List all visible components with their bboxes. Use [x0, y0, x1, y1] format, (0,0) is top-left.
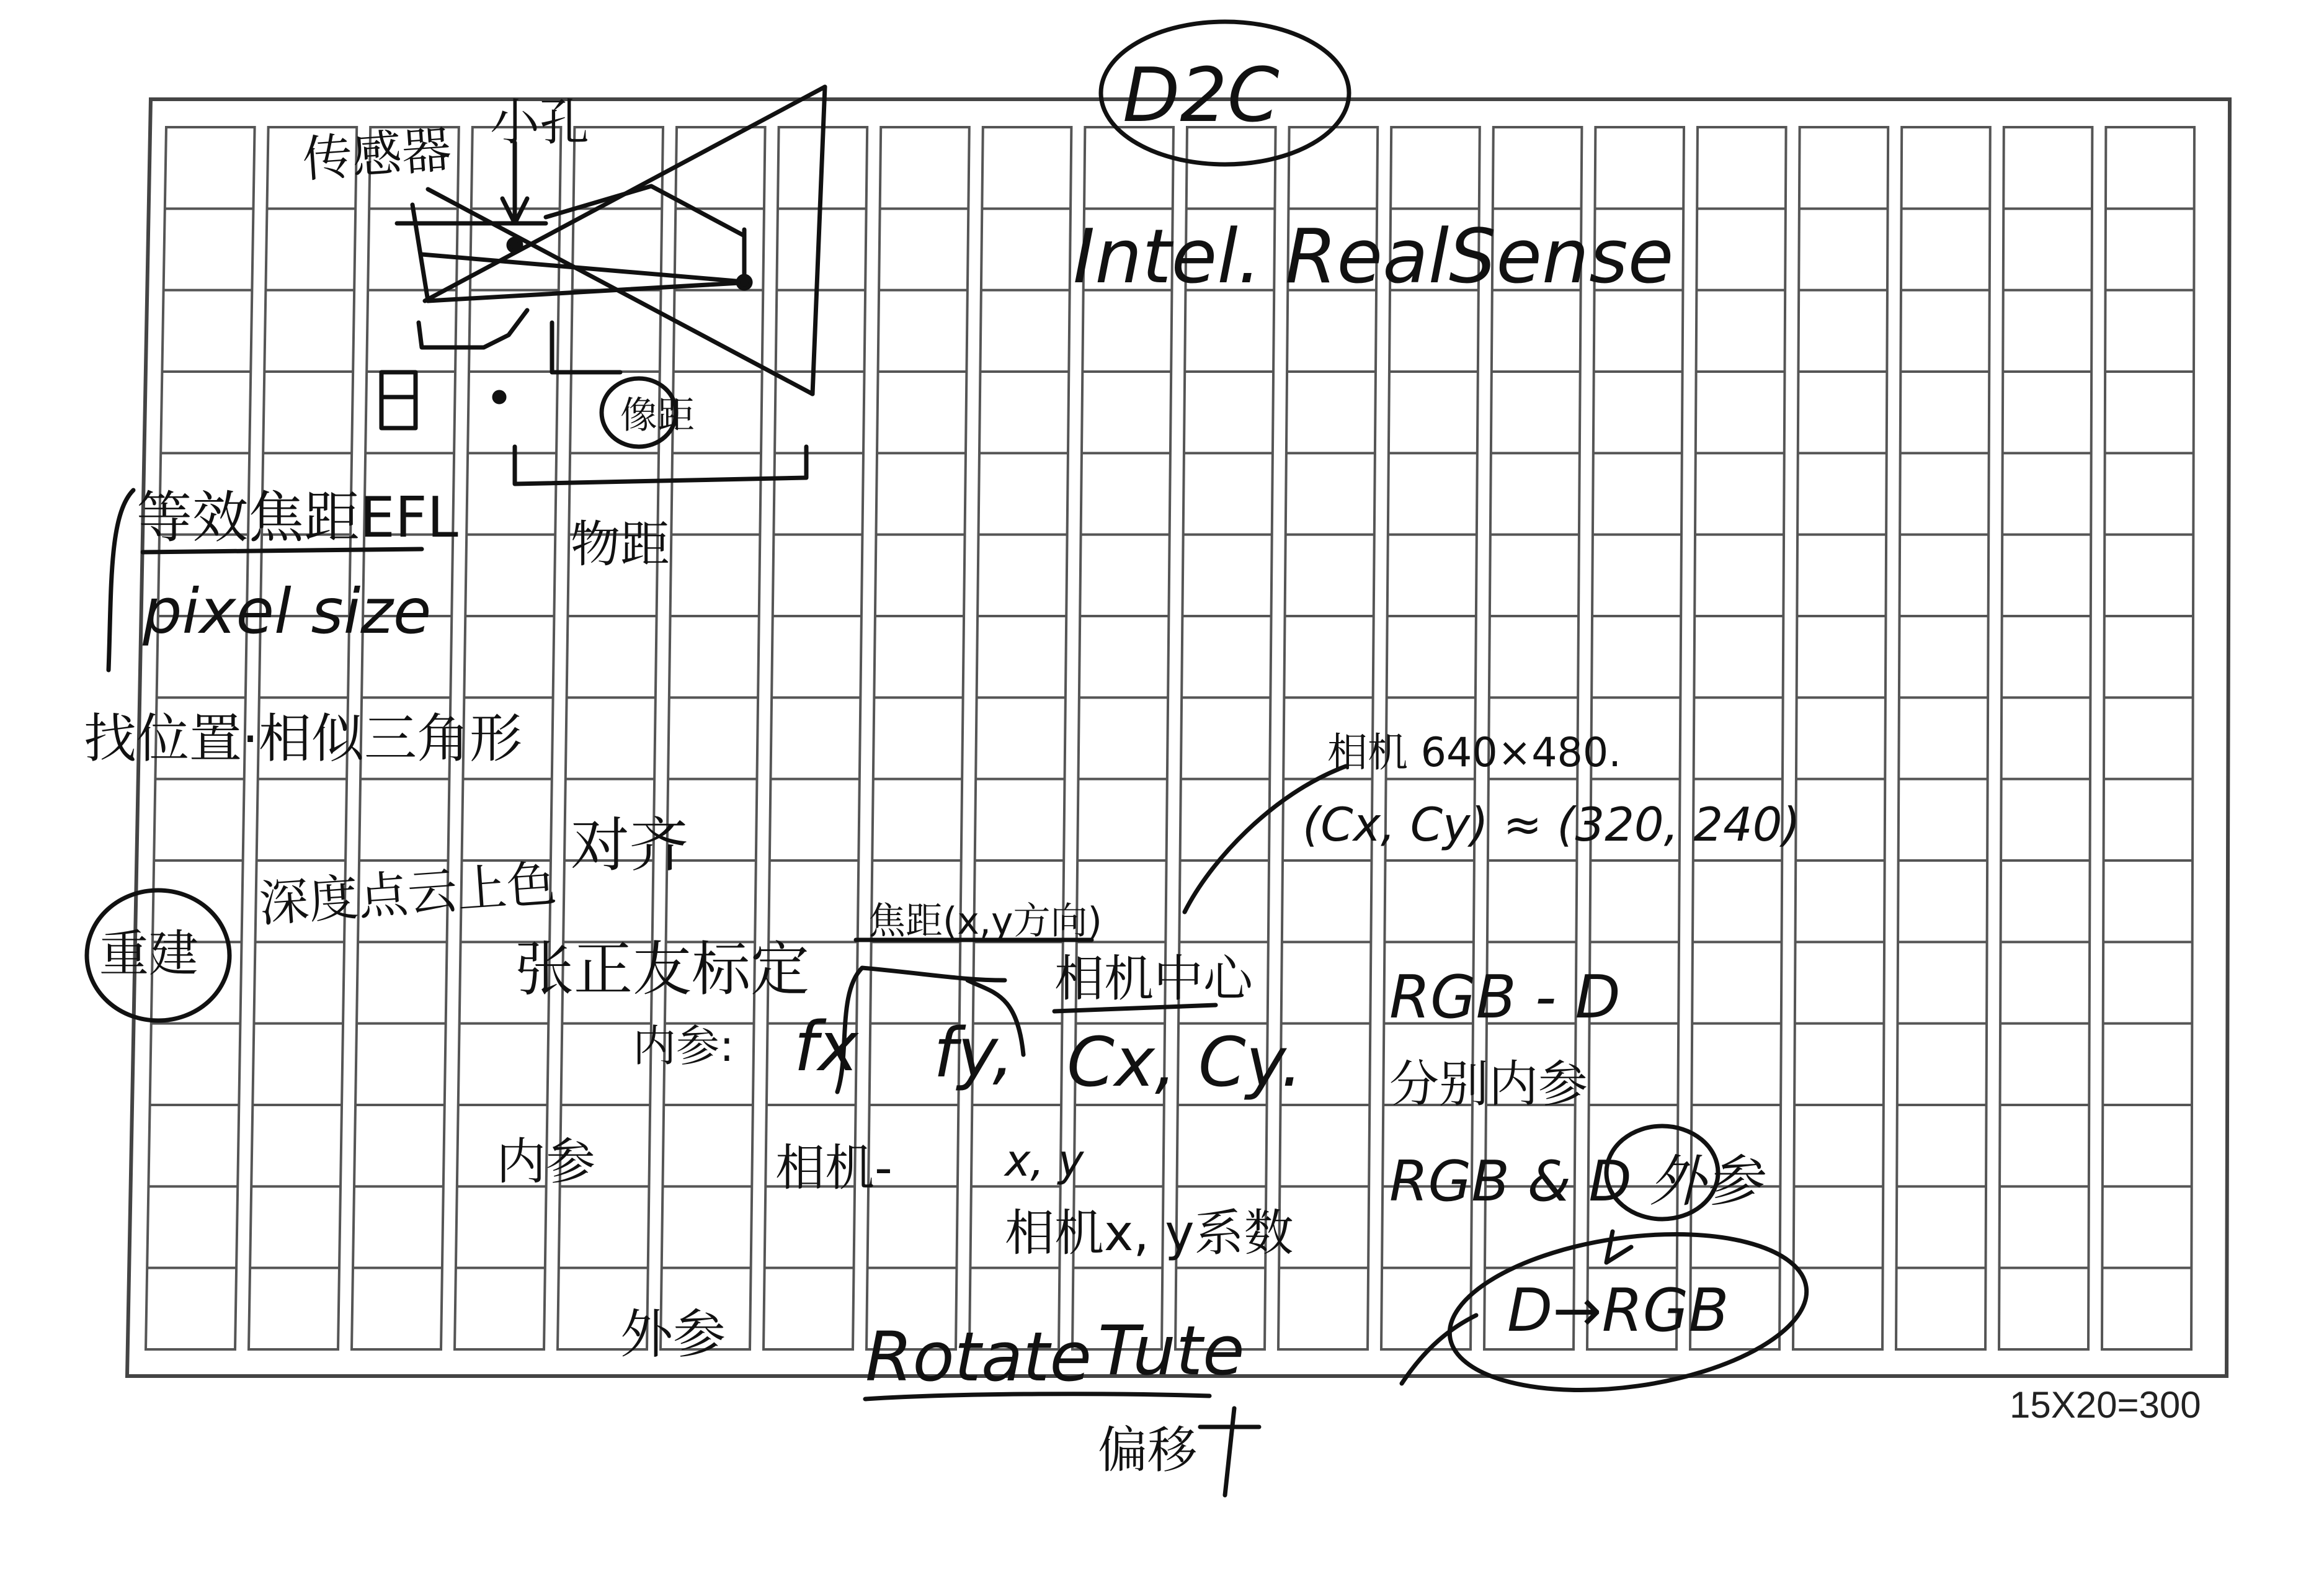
- note-rebuild: 重建: [99, 925, 198, 983]
- note-fx: fx: [794, 1007, 858, 1086]
- note-rgb-d-extrinsics: RGB & D 外参: [1389, 1149, 1761, 1214]
- printed-grid-label: 15X20=300: [2010, 1384, 2201, 1426]
- note-camera-resolution: 相机 640×480.: [1327, 730, 1621, 776]
- note-intel-realsense: Intel. RealSense: [1073, 214, 1674, 300]
- note-fy: fy,: [933, 1013, 1015, 1093]
- note-extrinsics: 外参: [620, 1304, 726, 1366]
- note-intrinsics-label: 内参:: [633, 1021, 734, 1071]
- note-image-distance: 像距: [620, 394, 695, 437]
- note-separate-intrinsics: 分别内参: [1389, 1055, 1588, 1113]
- note-pixel-size: pixel size: [143, 575, 432, 648]
- note-calibration: 张正友标定: [515, 936, 810, 1004]
- note-d2c: D2C: [1123, 53, 1280, 139]
- note-principal-point: (Cx, Cy) ≈ (320, 240): [1302, 797, 1801, 852]
- note-offset: 偏移: [1098, 1421, 1197, 1479]
- note-optical-center: 相机中心: [1054, 950, 1253, 1008]
- note-cx-cy: Cx, Cy.: [1067, 1022, 1303, 1102]
- efl-underline: [143, 549, 422, 552]
- note-camera-dash: 相机-: [775, 1139, 893, 1197]
- note-translate: Tute: [1098, 1311, 1245, 1390]
- note-align: 对齐: [571, 811, 689, 880]
- note-rotate: Rotate: [865, 1317, 1092, 1397]
- note-rgbd: RGB - D: [1389, 963, 1621, 1032]
- note-efl: 等效焦距EFL: [136, 485, 458, 550]
- note-pinhole: 小孔: [490, 94, 589, 151]
- note-sensor: 传感器: [300, 120, 453, 189]
- note-intrinsics-2: 内参: [496, 1133, 595, 1191]
- note-d-to-rgb: D→RGB: [1507, 1277, 1729, 1345]
- note-xy: x, y: [1005, 1135, 1084, 1186]
- note-depth-pointcloud: 深度点云上色: [257, 854, 559, 933]
- note-object-distance: 物距: [571, 516, 670, 573]
- note-find-position: 找位置·相似三角形: [84, 709, 523, 770]
- note-camera-xy-coeff: 相机x, y系数: [1005, 1204, 1294, 1262]
- note-focal-xy: 焦距(x,y方向): [868, 900, 1102, 943]
